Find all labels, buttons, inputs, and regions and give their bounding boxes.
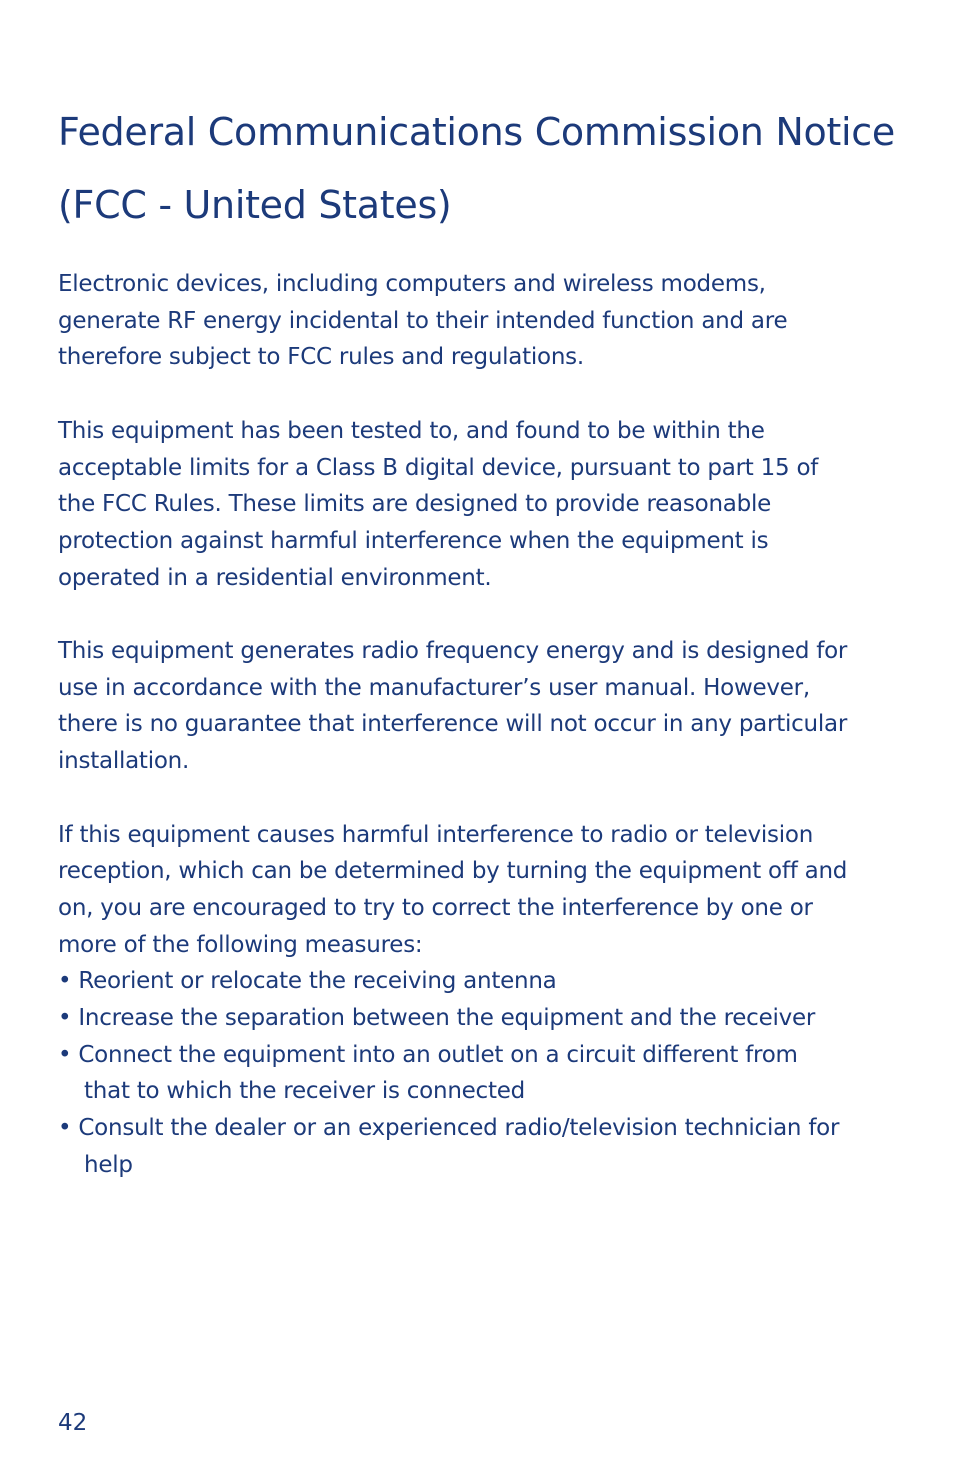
page-title bbox=[58, 96, 918, 242]
list-item-line: that to which the receiver is connected bbox=[84, 1078, 525, 1105]
list-item-line: • Connect the equipment into an outlet on a circuit different from bbox=[58, 1041, 798, 1068]
paragraph-line: use in accordance with the manufacturer’s user manual. However, bbox=[58, 674, 810, 701]
paragraph-line: there is no guarantee that interference will not occur in any particular bbox=[58, 711, 848, 738]
measures-list bbox=[58, 963, 908, 1183]
paragraph-line: acceptable limits for a Class B digital device, pursuant to part 15 of bbox=[58, 454, 819, 481]
paragraph-line: more of the following measures: bbox=[58, 931, 423, 958]
paragraph-class-b-limits bbox=[58, 413, 908, 597]
body-text bbox=[58, 266, 908, 1184]
paragraph-line: on, you are encouraged to try to correct the interference by one or bbox=[58, 894, 813, 921]
paragraph-line: the FCC Rules. These limits are designed to provide reasonable bbox=[58, 491, 772, 518]
paragraph-electronic-devices bbox=[58, 266, 908, 376]
paragraph-line: This equipment has been tested to, and found to be within the bbox=[58, 417, 765, 444]
page-number: 42 bbox=[58, 1410, 88, 1436]
document-page bbox=[58, 0, 908, 1474]
title-line-2: (FCC - United States) bbox=[58, 183, 452, 227]
list-item bbox=[58, 1110, 908, 1183]
paragraph-line: reception, which can be determined by turning the equipment off and bbox=[58, 858, 848, 885]
list-item bbox=[58, 963, 908, 1000]
title-line-1: Federal Communications Commission Notice bbox=[58, 110, 895, 154]
paragraph-line: therefore subject to FCC rules and regulations. bbox=[58, 344, 584, 371]
paragraph-line: Electronic devices, including computers and wireless modems, bbox=[58, 271, 766, 297]
paragraph-line: protection against harmful interference when the equipment is bbox=[58, 527, 769, 554]
list-item bbox=[58, 1000, 908, 1037]
paragraph-line: installation. bbox=[58, 748, 190, 775]
paragraph-radio-frequency bbox=[58, 633, 908, 780]
paragraph-line: generate RF energy incidental to their intended function and are bbox=[58, 307, 788, 334]
list-item-line: • Increase the separation between the equipment and the receiver bbox=[58, 1005, 816, 1032]
paragraph-interference-measures bbox=[58, 817, 908, 964]
list-item-line: • Consult the dealer or an experienced radio/television technician for bbox=[58, 1115, 840, 1142]
list-item-line: help bbox=[84, 1151, 133, 1178]
list-item-line: • Reorient or relocate the receiving antenna bbox=[58, 968, 557, 995]
list-item bbox=[58, 1037, 908, 1110]
paragraph-line: This equipment generates radio frequency energy and is designed for bbox=[58, 638, 848, 664]
paragraph-line: If this equipment causes harmful interference to radio or television bbox=[58, 821, 814, 848]
paragraph-line: operated in a residential environment. bbox=[58, 564, 492, 591]
